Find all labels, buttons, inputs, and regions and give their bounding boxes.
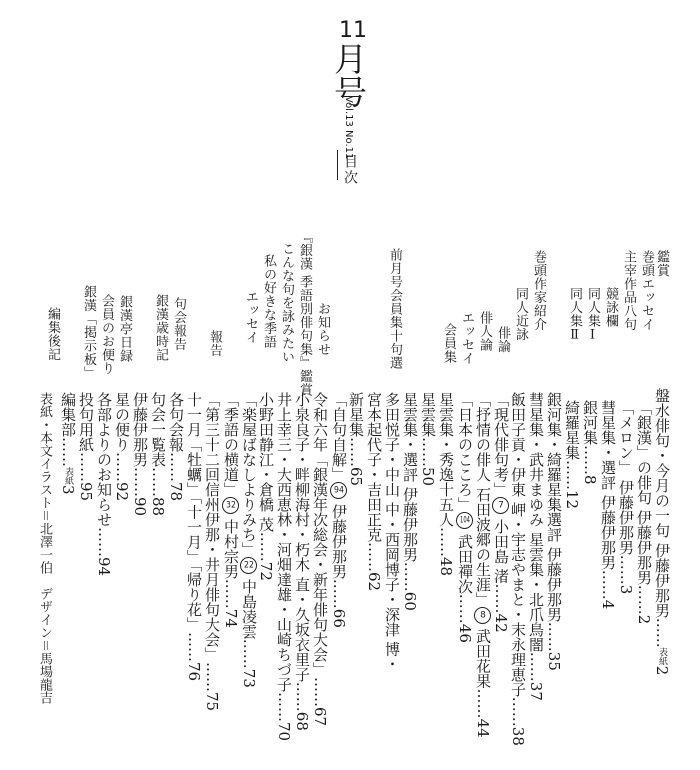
toc-entry[interactable]: 星雲集・秀逸十五人……48	[437, 392, 455, 577]
section-label: 競詠欄	[603, 287, 618, 328]
toc-entry[interactable]: 伊藤伊那男……90	[131, 392, 149, 517]
section-label: 鑑賞	[654, 250, 669, 277]
section-label: エッセイ	[243, 290, 258, 344]
toc-entry[interactable]: 小野田静江・倉橋 茂……72	[257, 392, 275, 581]
section-label: 巻頭エッセイ	[639, 250, 654, 331]
toc-entry[interactable]: 盤水俳句・今月の一句 伊藤伊那男……表紙2	[653, 388, 671, 676]
section-label: 銀漢「掲示板」	[81, 285, 96, 380]
toc-entry[interactable]: 「楽屋ばなしよりみち」22 中島凌雲……73	[240, 392, 258, 688]
toc-entry[interactable]: 飯田子貢・伊東 岬・宇志やまと・末永理恵子……38	[509, 392, 527, 746]
toc-entry[interactable]: 「現代俳句考」7 小田島 渚……42	[492, 392, 510, 633]
section-label: 同人集Ⅰ	[585, 287, 600, 343]
toc-entry[interactable]: 小泉良子・畔柳海村・朽木 直・久坂衣里子……68	[293, 392, 311, 731]
section-label: 俳人論	[477, 311, 492, 352]
toc-entry[interactable]: 各句会報……78	[167, 392, 185, 502]
toc-entry[interactable]: 彗星集・選評 伊藤伊那男……4	[599, 400, 617, 610]
toc-entry[interactable]: 彗星集・武井まゆみ 星雲集・北爪鳥闇……37	[527, 392, 545, 701]
section-label: 銀漢亭日録	[117, 295, 132, 363]
toc-entry[interactable]: 宮本起代子・吉田正克……62	[365, 392, 383, 592]
toc-entry[interactable]: 「第三十二回信州伊那・井月俳句大会」……75	[203, 392, 221, 712]
section-label: 同人近詠	[513, 287, 528, 341]
toc-entry[interactable]: 「抒情の俳人 石田波郷の生涯」8 武田花果……44	[474, 392, 492, 738]
issue-number-stamp: 94	[330, 482, 347, 499]
toc-entry[interactable]: 銀河集……8	[581, 400, 599, 485]
section-label: 同人集Ⅱ	[567, 287, 582, 343]
toc-entry[interactable]: 編集部……表紙3	[59, 392, 77, 495]
toc-entry[interactable]: 投句用紙……95	[77, 392, 95, 502]
section-label: 主宰作品八句	[621, 250, 636, 331]
section-label: 会員のお便り	[99, 294, 114, 375]
toc-entry[interactable]: 句会一覧表……88	[149, 392, 167, 517]
toc-entry[interactable]: 綺羅星集……12	[563, 400, 581, 510]
section-label: 私の好きな季語	[261, 254, 276, 349]
issue-number-stamp: 32	[222, 497, 239, 514]
toc-entry[interactable]: 各部よりのお知らせ……94	[95, 392, 113, 577]
toc-entry[interactable]: 「季語の横道」32 中村宗男……74	[222, 392, 240, 628]
section-label: 会員集	[441, 323, 456, 364]
section-label: こんな句を詠みたい	[279, 242, 294, 364]
section-label: 『銀漢 季語別俳句集』鑑賞	[297, 230, 312, 397]
toc-entry[interactable]: 銀河集・綺羅星集選評 伊藤伊那男……35	[545, 392, 563, 671]
toc-entry[interactable]: 星の便り……92	[113, 392, 131, 502]
section-label: 前月号会員集十句選	[387, 248, 402, 370]
toc-entry[interactable]: 令和六年「銀漢年次総会・新年俳句大会」……67	[311, 392, 329, 727]
toc-entry[interactable]: 井上幸三・大西恵林・河畑達雄・山崎ちづ子……70	[275, 392, 293, 742]
section-label: 編集後記	[45, 307, 60, 361]
contents-heading: 目次	[342, 154, 358, 186]
section-label: エッセイ	[459, 311, 474, 365]
volume-number: Vol.13 No.11	[343, 96, 354, 160]
toc-entry[interactable]: 「銀漢」の俳句 伊藤伊那男……2	[635, 400, 653, 625]
section-label: 銀漢歳時記	[153, 294, 168, 362]
toc-entry[interactable]: 十一月「牡蠣」「十一月」「帰り花」……76	[185, 392, 203, 682]
section-label: 俳論	[495, 326, 510, 353]
toc-entry[interactable]: 新星集……65	[347, 392, 365, 487]
toc-entry[interactable]: 星雲集……50	[419, 392, 437, 487]
credits-line: 表紙・本文イラスト＝北澤一伯 デザイン＝馬場龍吉	[37, 392, 52, 705]
issue-month-label: 月号	[329, 42, 368, 108]
section-label: お知らせ	[315, 302, 330, 356]
toc-entry[interactable]: 星雲集・選評 伊藤伊那男……60	[401, 392, 419, 611]
toc-entry[interactable]: 「自句自解」94 伊藤伊那男……66	[330, 392, 348, 628]
issue-number-stamp: 7	[492, 497, 509, 514]
section-label: 句会報告	[171, 297, 186, 351]
issue-number-stamp: 22	[240, 557, 257, 574]
issue-month-number: 11	[339, 18, 367, 43]
issue-number-stamp: 104	[456, 512, 473, 529]
toc-entry[interactable]: 多田悦子・中山 中・西岡博子・深津 博・	[383, 392, 401, 672]
toc-entry[interactable]: 「日本のこころ」104 武田禪次……46	[456, 392, 474, 643]
section-label: 巻頭作家紹介	[531, 250, 546, 331]
section-label: 報告	[207, 330, 222, 357]
toc-entry[interactable]: 「メロン」 伊藤伊那男……3	[617, 400, 635, 595]
issue-number-stamp: 8	[474, 607, 491, 624]
title-rule	[337, 150, 338, 180]
